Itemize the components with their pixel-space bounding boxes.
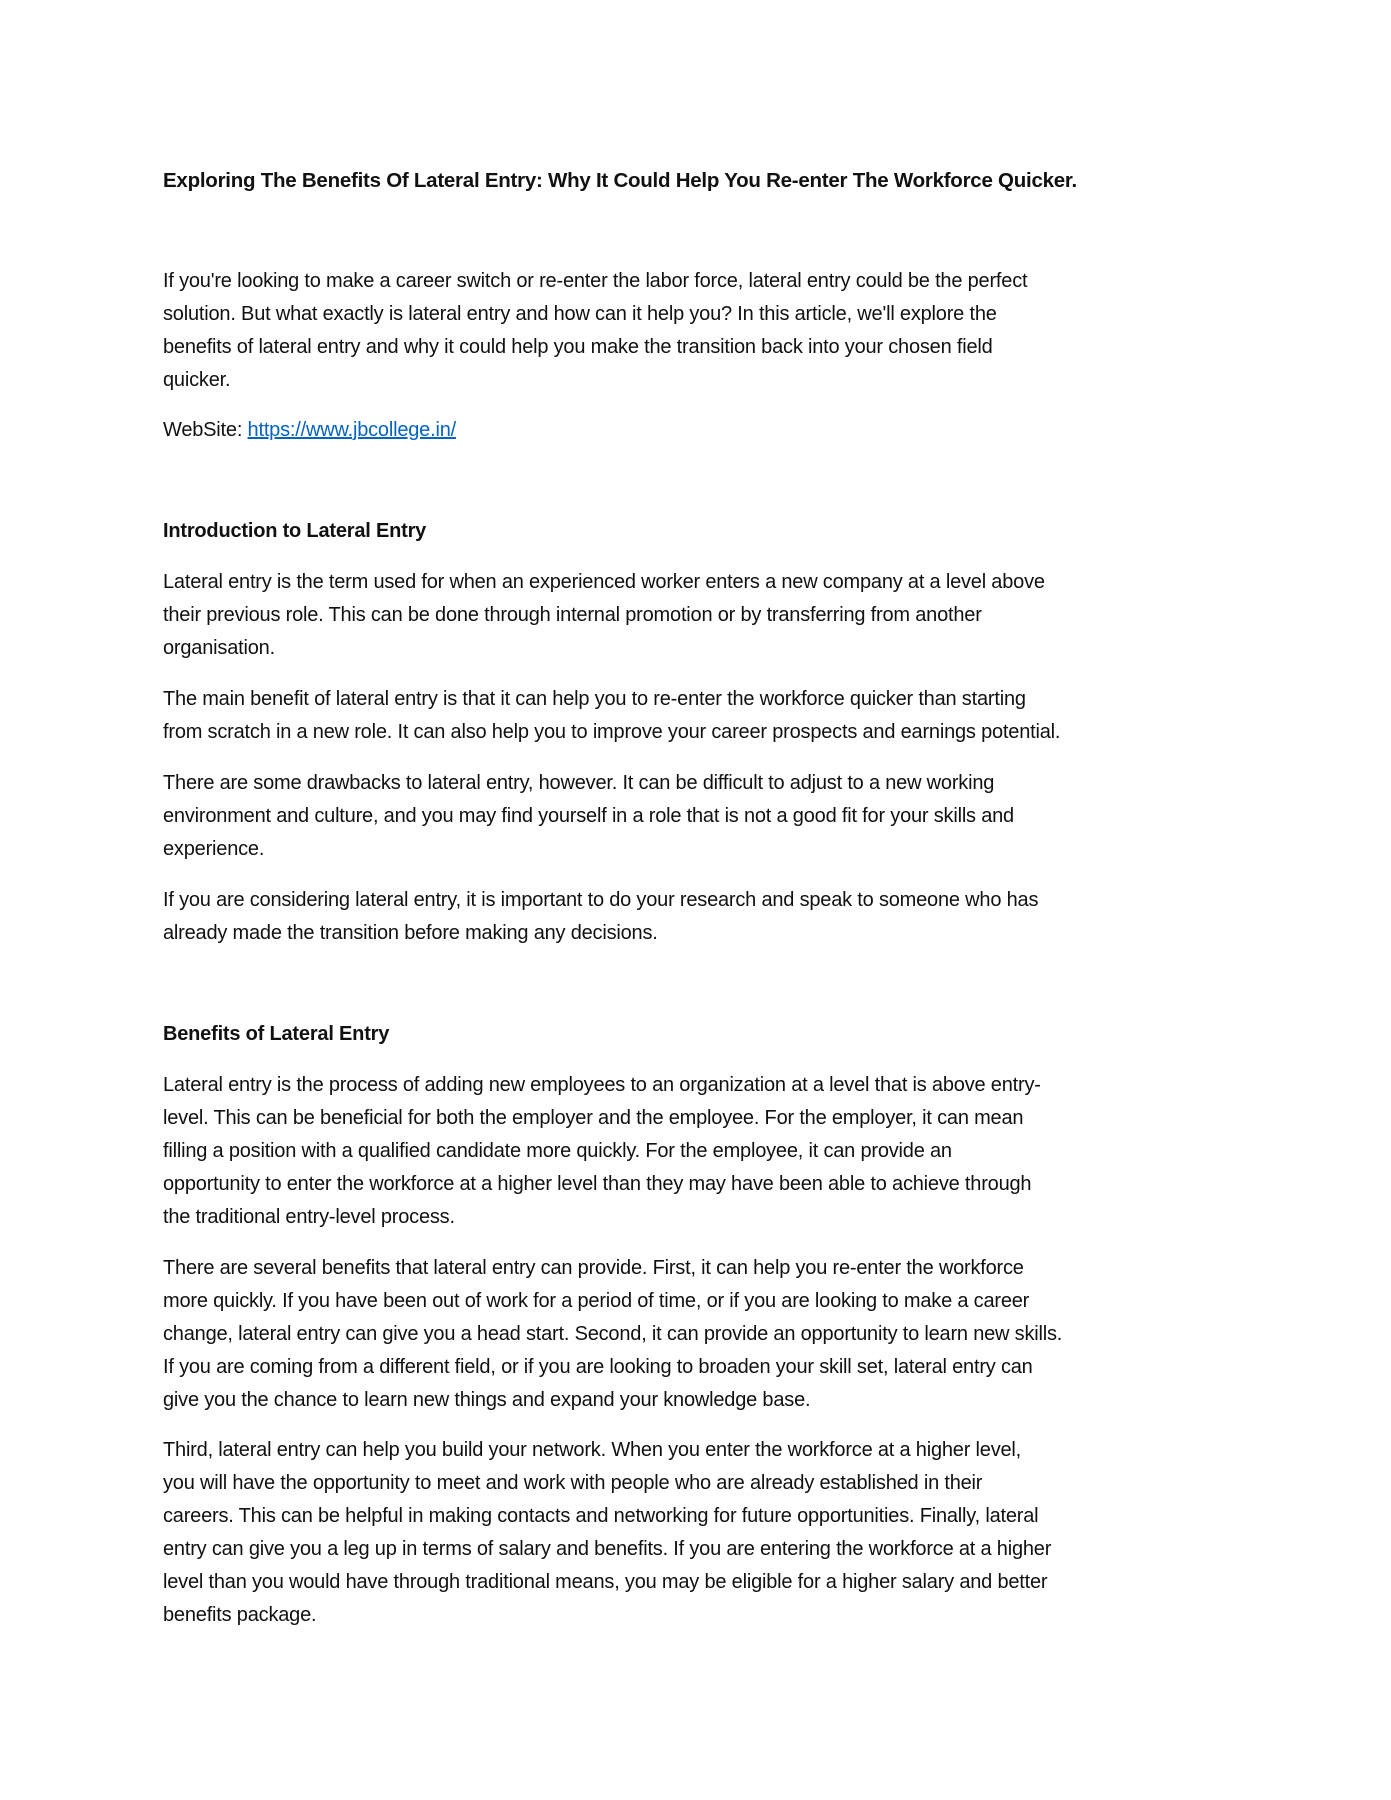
paragraph [163, 884, 1223, 950]
text-line: already made the transition before making any decisions. [163, 922, 658, 944]
website-label: WebSite: [163, 419, 248, 441]
paragraph [163, 566, 1223, 665]
text-line: Third, lateral entry can help you build your network. When you enter the workforce at a higher level, [163, 1439, 1022, 1461]
text-line: Lateral entry is the process of adding new employees to an organization at a level that is above entry- [163, 1074, 1041, 1096]
text-line: If you are coming from a different field, or if you are looking to broaden your skill set, lateral entry can [163, 1356, 1033, 1378]
paragraph [163, 767, 1223, 866]
paragraph [163, 683, 1223, 749]
text-line: There are some drawbacks to lateral entry, however. It can be difficult to adjust to a new working [163, 772, 995, 794]
text-line: benefits package. [163, 1604, 317, 1626]
paragraph [163, 1069, 1223, 1234]
text-line: more quickly. If you have been out of work for a period of time, or if you are looking to make a career [163, 1290, 1030, 1312]
text-line: level. This can be beneficial for both the employer and the employee. For the employer, it can mean [163, 1107, 1024, 1129]
section-heading-benefits: Benefits of Lateral Entry [163, 1023, 390, 1045]
text-line: quicker. [163, 369, 231, 391]
text-line: There are several benefits that lateral entry can provide. First, it can help you re-enter the workforce [163, 1257, 1024, 1279]
text-line: If you're looking to make a career switch or re-enter the labor force, lateral entry could be the perfect [163, 270, 1028, 292]
text-line: level than you would have through traditional means, you may be eligible for a higher salary and better [163, 1571, 1048, 1593]
text-line: experience. [163, 838, 265, 860]
text-line: you will have the opportunity to meet and work with people who are already established in their [163, 1472, 983, 1494]
text-line: environment and culture, and you may find yourself in a role that is not a good fit for your skills and [163, 805, 1014, 827]
text-line: benefits of lateral entry and why it could help you make the transition back into your chosen field [163, 336, 993, 358]
document-title: Exploring The Benefits Of Lateral Entry: Why It Could Help You Re-enter The Workforce Quicker. [163, 169, 1077, 192]
paragraph [163, 1434, 1223, 1632]
text-line: opportunity to enter the workforce at a higher level than they may have been able to achieve through [163, 1173, 1032, 1195]
website-line [163, 414, 1223, 447]
text-line: change, lateral entry can give you a head start. Second, it can provide an opportunity to learn new skills. [163, 1323, 1063, 1345]
text-line: careers. This can be helpful in making contacts and networking for future opportunities. Finally, lateral [163, 1505, 1039, 1527]
intro-paragraph [163, 265, 1223, 397]
text-line: from scratch in a new role. It can also help you to improve your career prospects and earnings potential. [163, 721, 1061, 743]
text-line: give you the chance to learn new things and expand your knowledge base. [163, 1389, 811, 1411]
section-heading-introduction: Introduction to Lateral Entry [163, 520, 427, 542]
text-line: filling a position with a qualified candidate more quickly. For the employee, it can provide an [163, 1140, 952, 1162]
text-line: the traditional entry-level process. [163, 1206, 455, 1228]
text-line: their previous role. This can be done through internal promotion or by transferring from another [163, 604, 982, 626]
text-line: solution. But what exactly is lateral entry and how can it help you? In this article, we'll explore the [163, 303, 997, 325]
text-line: The main benefit of lateral entry is that it can help you to re-enter the workforce quicker than starting [163, 688, 1026, 710]
text-line: If you are considering lateral entry, it is important to do your research and speak to someone who has [163, 889, 1039, 911]
website-link[interactable]: https://www.jbcollege.in/ [247, 419, 456, 441]
text-line: entry can give you a leg up in terms of salary and benefits. If you are entering the workforce at a higher [163, 1538, 1052, 1560]
text-line: Lateral entry is the term used for when an experienced worker enters a new company at a level above [163, 571, 1045, 593]
paragraph [163, 1252, 1223, 1417]
text-line: organisation. [163, 637, 275, 659]
